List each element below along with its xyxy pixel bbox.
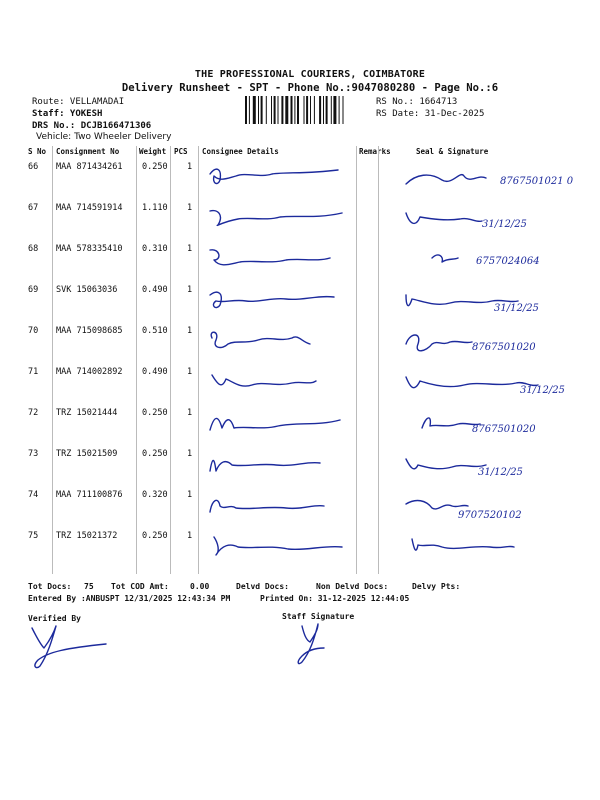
consignee-signature <box>206 369 346 397</box>
entered-by: Entered By :ANBUSPT 12/31/2025 12:43:34 PM <box>28 594 231 603</box>
col-weight: Weight <box>139 147 167 156</box>
tot-cod-value: 0.00 <box>190 582 210 591</box>
consignee-signature <box>206 492 346 520</box>
col-remarks: Remarks <box>359 147 391 156</box>
rs-date: RS Date: 31-Dec-2025 <box>376 109 485 119</box>
row-weight: 0.510 <box>142 326 168 336</box>
col-divider <box>356 146 357 574</box>
barcode-image <box>245 96 373 124</box>
col-divider <box>52 146 53 574</box>
barcode-bar <box>249 96 250 124</box>
barcode-bar <box>294 96 295 124</box>
row-sno: 71 <box>28 367 39 377</box>
runsheet-title: Delivery Runsheet - SPT - Phone No.:9047080280 - Page No.:6 <box>121 82 499 94</box>
row-pcs: 1 <box>187 449 193 459</box>
row-sno: 68 <box>28 244 39 254</box>
row-consignment-no: MAA 711100876 <box>56 490 123 500</box>
seal-signature <box>402 535 542 563</box>
row-weight: 0.250 <box>142 449 168 459</box>
row-weight: 0.490 <box>142 367 168 377</box>
barcode-bar <box>319 96 321 124</box>
consignee-signature <box>206 410 346 438</box>
barcode-bar <box>331 96 332 124</box>
tot-docs-value: 75 <box>84 582 94 591</box>
col-consignment: Consignment No <box>56 147 120 156</box>
row-pcs: 1 <box>187 531 193 541</box>
col-divider <box>378 146 379 574</box>
tot-docs-label: Tot Docs: <box>28 582 72 591</box>
row-consignment-no: MAA 715098685 <box>56 326 123 336</box>
row-sno: 66 <box>28 162 39 172</box>
row-sno: 72 <box>28 408 39 418</box>
consignee-signature <box>206 287 346 315</box>
delvd-docs-label: Delvd Docs: <box>236 582 289 591</box>
row-consignment-no: TRZ 15021372 <box>56 531 118 541</box>
tot-cod-label: Tot COD Amt: <box>111 582 169 591</box>
col-seal: Seal & Signature <box>416 147 489 156</box>
barcode-bar <box>274 96 276 124</box>
row-pcs: 1 <box>187 326 193 336</box>
barcode-bar <box>310 96 311 124</box>
row-pcs: 1 <box>187 367 193 377</box>
barcode-bar <box>304 96 305 124</box>
staff-signature <box>290 620 350 668</box>
seal-handwritten-note: 8767501021 0 <box>500 176 574 187</box>
col-pcs: PCS <box>174 147 188 156</box>
barcode-bar <box>278 96 279 124</box>
row-sno: 67 <box>28 203 39 213</box>
col-sno: S No <box>28 147 47 156</box>
seal-handwritten-note: 8767501020 <box>472 342 536 353</box>
seal-handwritten-note: 31/12/25 <box>520 385 565 396</box>
row-weight: 0.250 <box>142 408 168 418</box>
barcode-bar <box>245 96 247 124</box>
delvy-pts-label: Delvy Pts: <box>412 582 461 591</box>
row-weight: 0.250 <box>142 531 168 541</box>
non-delvd-docs-label: Non Delvd Docs: <box>316 582 389 591</box>
barcode-bar <box>343 96 344 124</box>
verified-by-signature <box>26 622 116 672</box>
consignee-signature <box>206 205 346 233</box>
barcode-bar <box>285 96 288 124</box>
row-consignment-no: MAA 578335410 <box>56 244 123 254</box>
seal-handwritten-note: 6757024064 <box>476 256 540 267</box>
col-consignee: Consignee Details <box>202 147 279 156</box>
consignee-signature <box>206 246 346 274</box>
seal-handwritten-note: 8767501020 <box>472 424 536 435</box>
consignee-signature <box>206 164 346 192</box>
row-weight: 0.320 <box>142 490 168 500</box>
row-sno: 75 <box>28 531 39 541</box>
drs-label: DRS No.: DCJB166471306 <box>32 121 152 131</box>
barcode-bar <box>323 96 324 124</box>
row-consignment-no: MAA 714591914 <box>56 203 123 213</box>
staff-signature-label: Staff Signature <box>282 612 355 621</box>
barcode-bar <box>291 96 293 124</box>
barcode-bar <box>339 96 340 124</box>
row-consignment-no: MAA 714002892 <box>56 367 123 377</box>
col-divider <box>170 146 171 574</box>
row-pcs: 1 <box>187 244 193 254</box>
consignee-signature <box>206 328 346 356</box>
col-divider <box>198 146 199 574</box>
barcode-bar <box>314 96 315 124</box>
row-consignment-no: TRZ 15021509 <box>56 449 118 459</box>
row-pcs: 1 <box>187 285 193 295</box>
row-pcs: 1 <box>187 408 193 418</box>
seal-handwritten-note: 31/12/25 <box>494 303 539 314</box>
row-weight: 0.490 <box>142 285 168 295</box>
barcode-bar <box>261 96 263 124</box>
barcode-bar <box>326 96 328 124</box>
barcode-bar <box>271 96 272 124</box>
col-divider <box>136 146 137 574</box>
vehicle-label: Vehicle: Two Wheeler Delivery <box>36 132 172 142</box>
barcode-bar <box>258 96 259 124</box>
row-weight: 1.110 <box>142 203 168 213</box>
barcode-bar <box>281 96 283 124</box>
route-label: Route: VELLAMADAI <box>32 97 125 107</box>
row-sno: 69 <box>28 285 39 295</box>
row-pcs: 1 <box>187 203 193 213</box>
rs-number: RS No.: 1664713 <box>376 97 458 107</box>
barcode-bar <box>266 96 267 124</box>
row-weight: 0.310 <box>142 244 168 254</box>
seal-handwritten-note: 31/12/25 <box>478 467 523 478</box>
row-pcs: 1 <box>187 162 193 172</box>
row-sno: 70 <box>28 326 39 336</box>
company-title: THE PROFESSIONAL COURIERS, COIMBATORE <box>194 69 426 80</box>
row-consignment-no: MAA 871434261 <box>56 162 123 172</box>
row-weight: 0.250 <box>142 162 168 172</box>
consignee-signature <box>206 533 346 561</box>
row-consignment-no: SVK 15063036 <box>56 285 118 295</box>
row-pcs: 1 <box>187 490 193 500</box>
seal-handwritten-note: 9707520102 <box>458 510 522 521</box>
consignee-signature <box>206 451 346 479</box>
barcode-bar <box>333 96 336 124</box>
row-sno: 73 <box>28 449 39 459</box>
row-consignment-no: TRZ 15021444 <box>56 408 118 418</box>
barcode-bar <box>253 96 256 124</box>
printed-on: Printed On: 31-12-2025 12:44:05 <box>260 594 410 603</box>
row-sno: 74 <box>28 490 39 500</box>
barcode-bar <box>297 96 299 124</box>
barcode-bar <box>306 96 308 124</box>
seal-handwritten-note: 31/12/25 <box>482 219 527 230</box>
verified-by-label: Verified By <box>28 614 81 623</box>
staff-label: Staff: YOKESH <box>32 109 103 119</box>
